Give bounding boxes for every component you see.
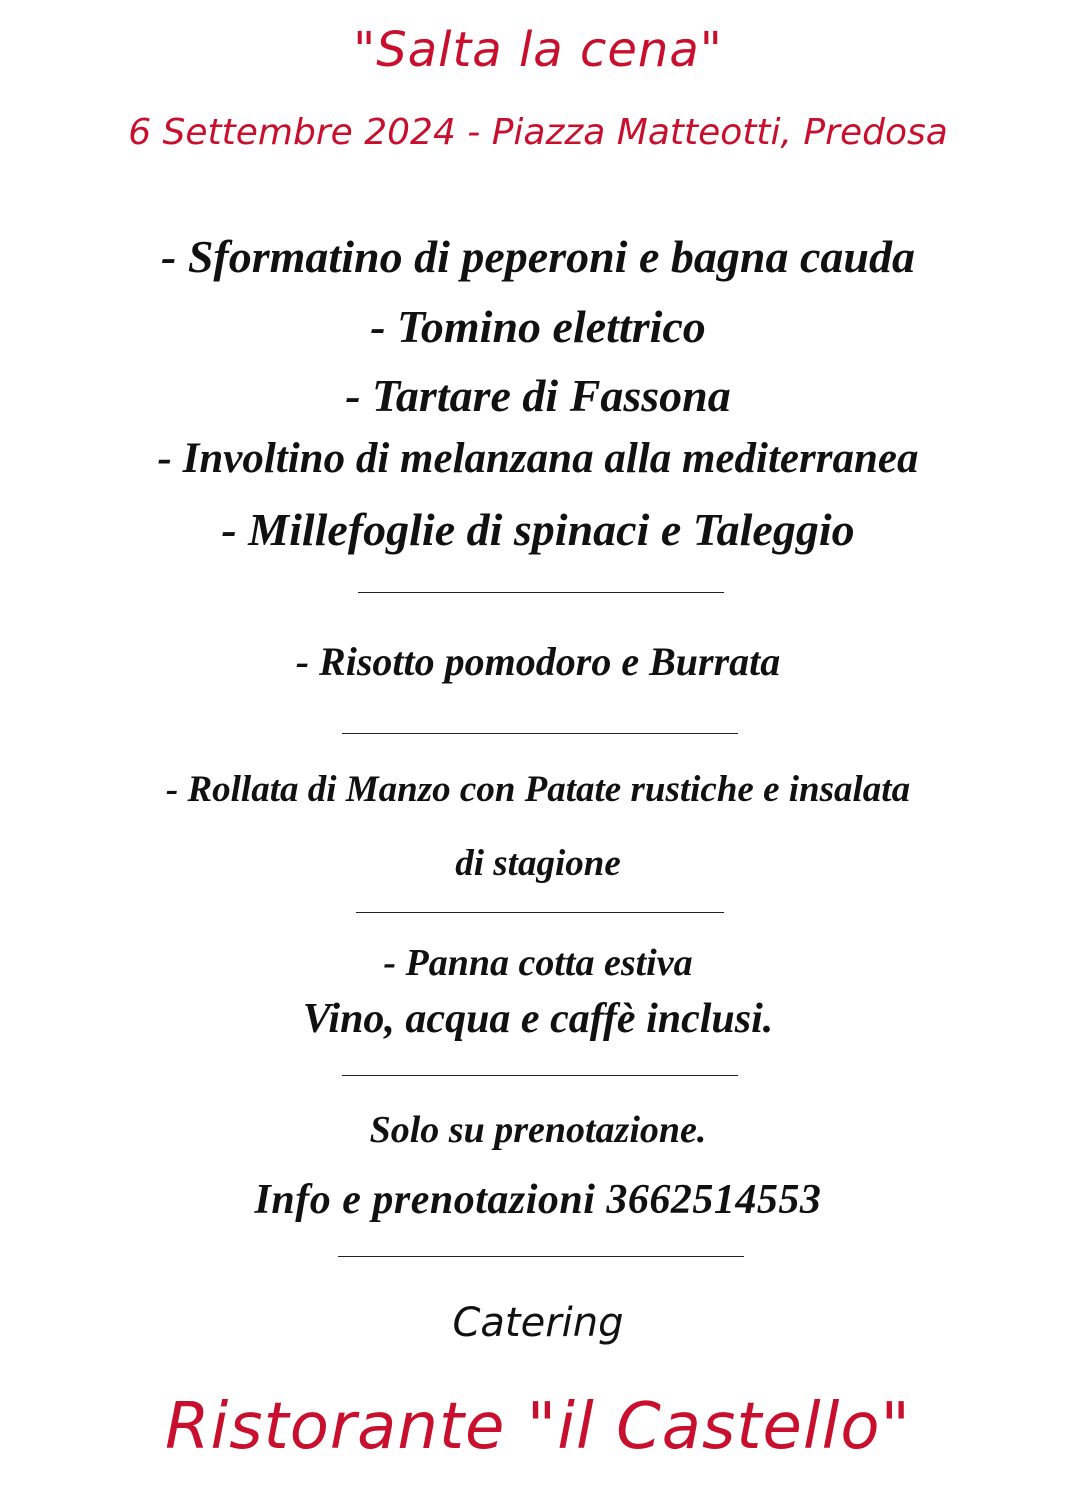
beverages-note: Vino, acqua e caffè inclusi.: [302, 996, 774, 1042]
menu-item-panna-cotta: - Panna cotta estiva: [383, 942, 693, 984]
menu-item-tomino: - Tomino elettrico: [370, 301, 706, 352]
menu-item-rollata: - Rollata di Manzo con Patate rustiche e insalata: [165, 769, 911, 810]
event-title: "Salta la cena": [353, 22, 723, 78]
booking-info-phone: Info e prenotazioni 3662514553: [254, 1177, 822, 1223]
menu-item-millefoglie: - Millefoglie di spinaci e Taleggio: [221, 504, 855, 555]
menu-item-rollata-continued: di stagione: [455, 843, 621, 884]
menu-item-risotto: - Risotto pomodoro e Burrata: [295, 639, 781, 684]
reservation-note: Solo su prenotazione.: [369, 1109, 707, 1151]
menu-item-tartare: - Tartare di Fassona: [345, 370, 731, 421]
menu-item-involtino: - Involtino di melanzana alla mediterranea: [157, 435, 919, 482]
event-date-location: 6 Settembre 2024 - Piazza Matteotti, Predosa: [128, 112, 948, 153]
catering-label: Catering: [452, 1300, 624, 1346]
divider: [342, 733, 738, 734]
divider: [342, 1075, 738, 1076]
menu-item-sformatino: - Sformatino di peperoni e bagna cauda: [161, 231, 915, 282]
restaurant-name: Ristorante "il Castello": [165, 1390, 911, 1464]
divider: [338, 1256, 744, 1257]
divider: [358, 592, 724, 593]
divider: [356, 912, 724, 913]
